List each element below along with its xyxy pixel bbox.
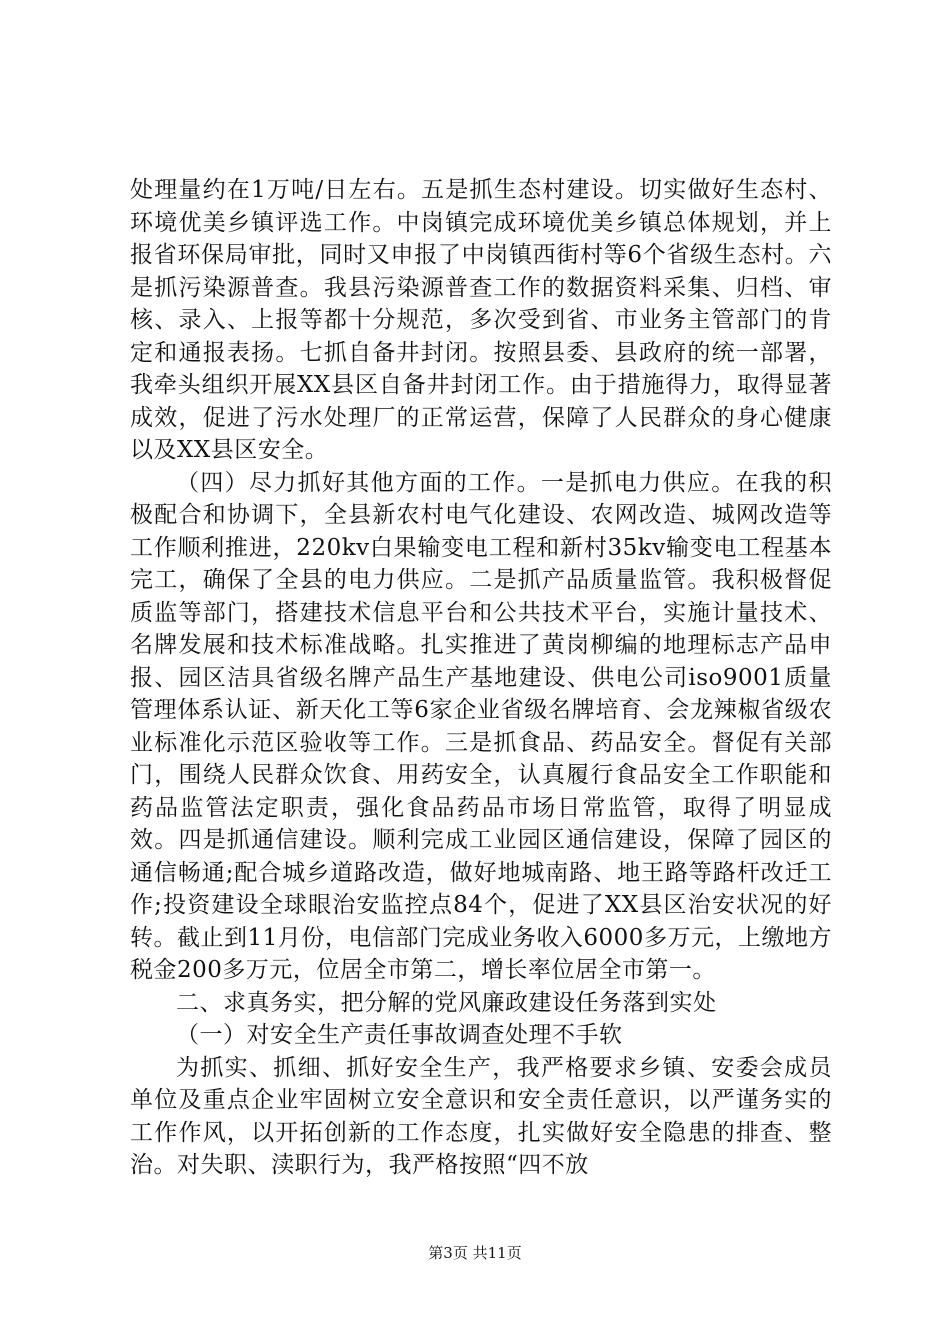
page-number-footer: 第3页 共11页 — [428, 1244, 522, 1262]
paragraph-ecology-pollution: 处理量约在1万吨/日左右。五是抓生态村建设。切实做好生态村、环境优美乡镇评选工作。中岗镇完成环境优美乡镇总体规划，并上报省环保局审批，同时又申报了中岗镇西街村等6个省级生态村。六是抓污染源普查。我县污染源普查工作的数据资料采集、归档、审核、录入、上报等都十分规范，多次受到省、市业务主管部门的肯定和通报表扬。七抓自备井封闭。按照县委、县政府的统一部署，我牵头组织开展XX县区自备井封闭工作。由于措施得力，取得显著成效，促进了污水处理厂的正常运营，保障了人民群众的身心健康以及XX县区安全。 — [130, 177, 832, 463]
paragraph-safety-production: 为抓实、抓细、抓好安全生产，我严格要求乡镇、安委会成员单位及重点企业牢固树立安全意识和安全责任意识，以严谨务实的工作作风，以开拓创新的工作态度，扎实做好安全隐患的排查、整治。对失职、渎职行为，我严格按照“四不放 — [130, 1054, 832, 1178]
section-heading-two: 二、求真务实，把分解的党风廉政建设任务落到实处 — [176, 989, 717, 1016]
paragraph-other-work: （四）尽力抓好其他方面的工作。一是抓电力供应。在我的积极配合和协调下，全县新农村电气化建设、农网改造、城网改造等工作顺利推进，220kv白果输变电工程和新村35kv输变电工程基本完工，确保了全县的电力供应。二是抓产品质量监管。我积极督促质监等部门，搭建技术信息平台和公共技术平台，实施计量技术、名牌发展和技术标准战略。扎实推进了黄岗柳编的地理标志产品申报、园区洁具省级名牌产品生产基地建设、供电公司iso9001质量管理体系认证、新天化工等6家企业省级名牌培育、会龙辣椒省级农业标准化示范区验收等工作。三是抓食品、药品安全。督促有关部门，围绕人民群众饮食、用药安全，认真履行食品安全工作职能和药品监管法定职责，强化食品药品市场日常监管，取得了明显成效。四是抓通信建设。顺利完成工业园区通信建设，保障了园区的通信畅通;配合城乡道路改造，做好地城南路、地王路等路杆改迁工作;投资建设全球眼治安监控点84个，促进了XX县区治安状况的好转。截止到11月份，电信部门完成业务收入6000多万元，上缴地方税金200多万元，位居全市第二，增长率位居全市第一。 — [130, 469, 832, 983]
subsection-heading-one: （一）对安全生产责任事故调查处理不手软 — [176, 1022, 623, 1048]
document-body — [130, 174, 832, 1182]
